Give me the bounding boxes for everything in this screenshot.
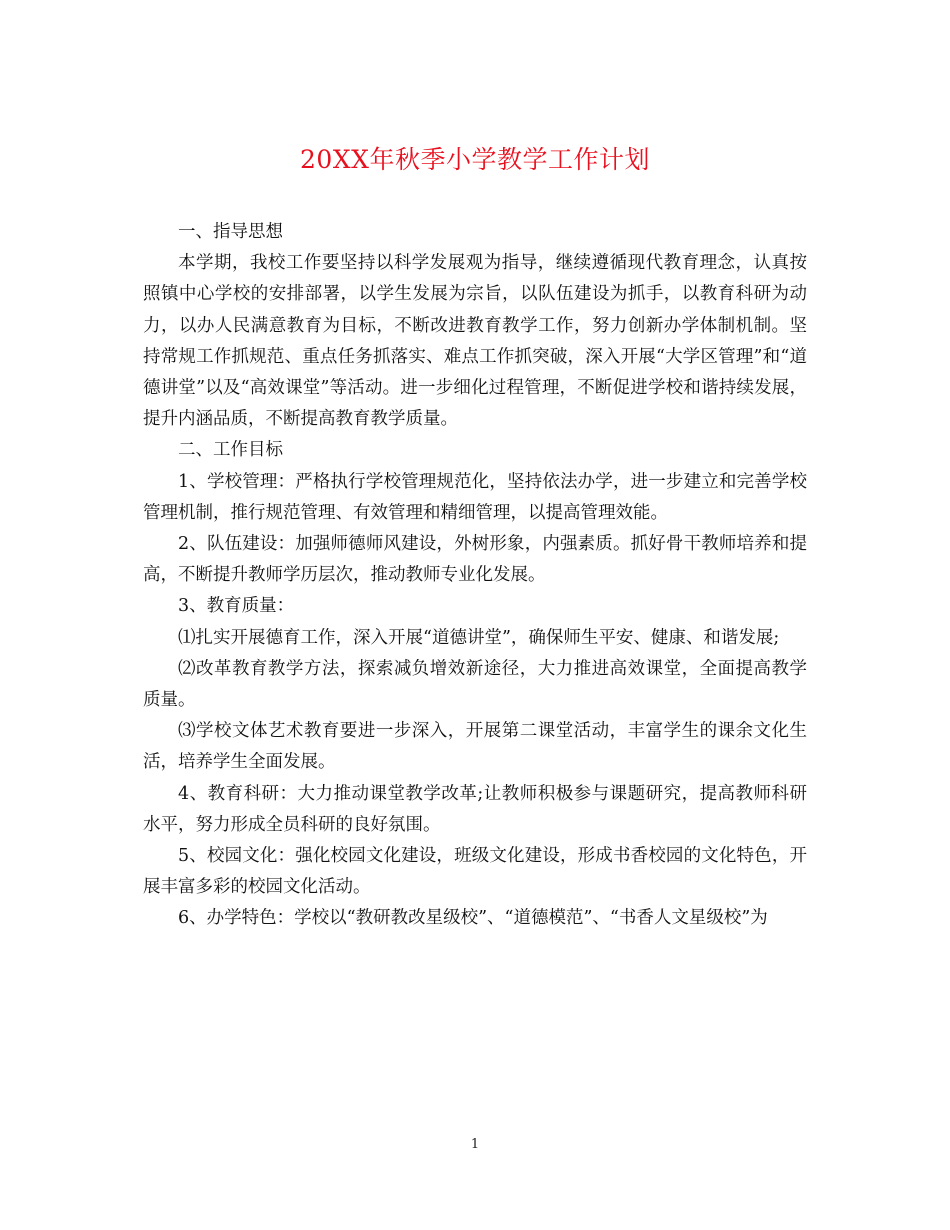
- paragraph-education-quality: 3、教育质量：: [178, 596, 295, 617]
- paragraph-school-management: 1、学校管理：严格执行学校管理规范化，坚持依法办学，进一步建立和完善学校管理机制，推行规范管理、有效管理和精细管理，以提高管理效能。: [143, 471, 807, 523]
- page-number: 1: [470, 1137, 480, 1152]
- paragraph-school-features: 6、办学特色：学校以“教研教改星级校”、“道德模范”、“书香人文星级校”为: [178, 908, 768, 929]
- document-body: [143, 217, 807, 935]
- paragraph-education-research: 4、教育科研：大力推动课堂教学改革;让教师积极参与课题研究，提高教师科研水平，努力形成全员科研的良好氛围。: [143, 783, 807, 835]
- paragraph-quality-item-1: ⑴扎实开展德育工作，深入开展“道德讲堂”，确保师生平安、健康、和谐发展;: [178, 627, 780, 648]
- section-heading-work-goals: 二、工作目标: [178, 440, 283, 461]
- section-heading-guiding-ideology: 一、指导思想: [178, 222, 283, 242]
- paragraph-campus-culture: 5、校园文化：强化校园文化建设，班级文化建设，形成书香校园的文化特色，开展丰富多彩的校园文化活动。: [143, 846, 807, 898]
- paragraph-quality-item-2: ⑵改革教育教学方法，探索减负增效新途径，大力推进高效课堂，全面提高教学质量。: [143, 658, 807, 711]
- paragraph-quality-item-3: ⑶学校文体艺术教育要进一步深入，开展第二课堂活动，丰富学生的课余文化生活，培养学生全面发展。: [143, 721, 807, 773]
- paragraph-guiding-ideology: 本学期，我校工作要坚持以科学发展观为指导，继续遵循现代教育理念，认真按照镇中心学校的安排部署，以学生发展为宗旨，以队伍建设为抓手，以教育科研为动力，以办人民满意教育为目标，不断改进教育教学工作，努力创新办学体制机制。坚持常规工作抓规范、重点任务抓落实、难点工作抓突破，深入开展“大学区管理”和“道德讲堂”以及“高效课堂”等活动。进一步细化过程管理，不断促进学校和谐持续发展，提升内涵品质，不断提高教育教学质量。: [143, 253, 807, 430]
- paragraph-team-building: 2、队伍建设：加强师德师风建设，外树形象，内强素质。抓好骨干教师培养和提高，不断提升教师学历层次，推动教师专业化发展。: [143, 534, 807, 586]
- document-title: 20XX年秋季小学教学工作计划: [300, 145, 650, 174]
